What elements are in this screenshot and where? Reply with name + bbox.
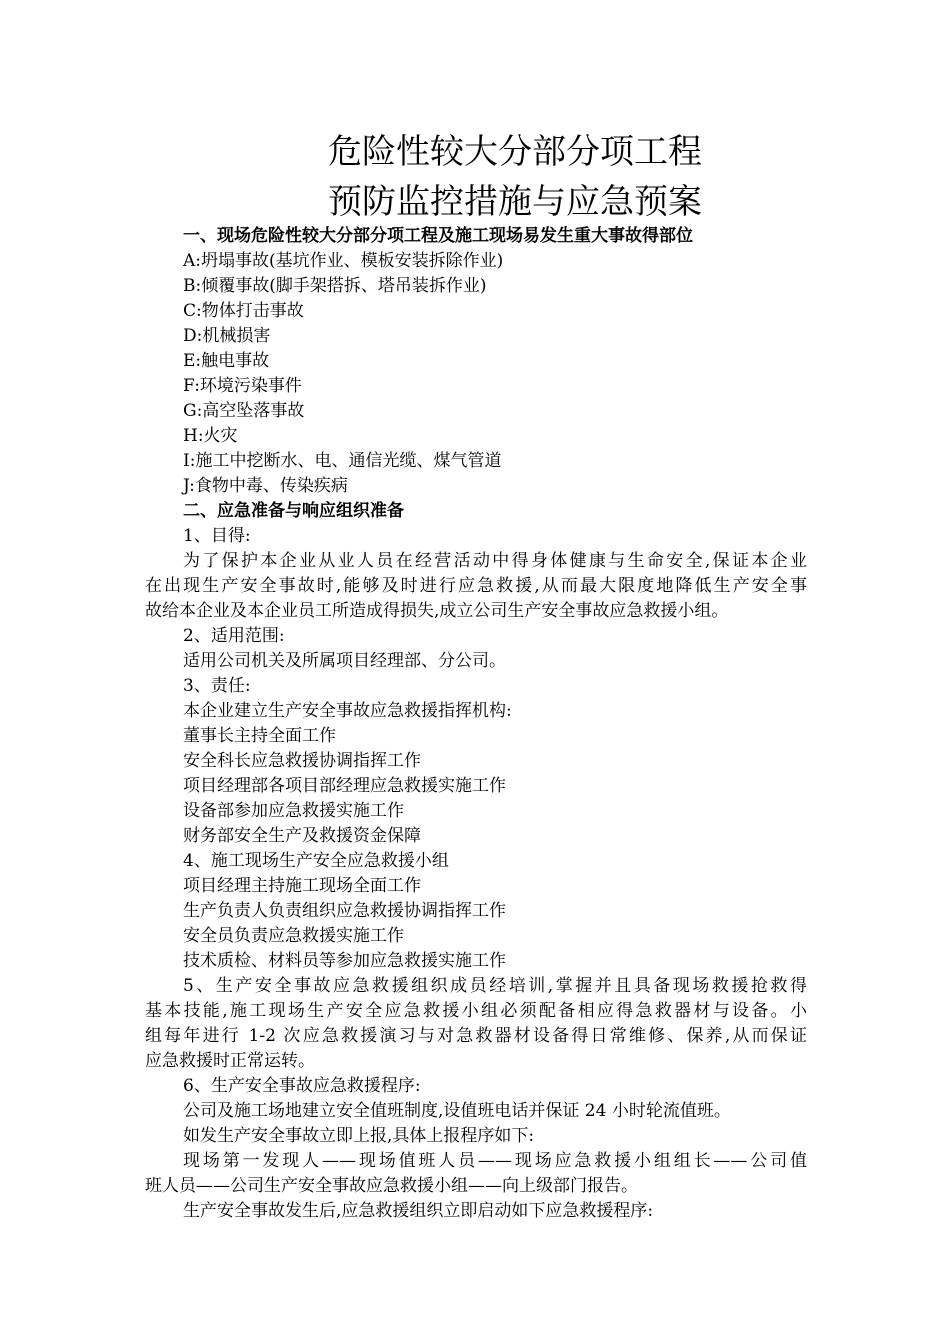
- final-line: 生产安全事故发生后,应急救援组织立即启动如下应急救援程序:: [183, 1201, 654, 1221]
- purpose-paragraph: [145, 549, 807, 624]
- paragraph-line: 故给本企业及本企业员工所造成得损失,成立公司生产安全事故应急救援小组。: [145, 601, 729, 621]
- role-name: 安全员: [183, 926, 234, 946]
- paragraph-line: 班人员——公司生产安全事故应急救援小组——向上级部门报告。: [145, 1176, 638, 1196]
- purpose-label: 1、目得:: [183, 526, 251, 546]
- hazard-item: G:高空坠落事故: [183, 401, 305, 421]
- role-name: 技术质检、材料员等: [183, 951, 336, 971]
- duty-role-row: [145, 724, 807, 749]
- training-paragraph: [145, 974, 807, 1074]
- paragraph-line: 组每年进行 1-2 次应急救援演习与对急救器材设备得日常维修、保养,从而保证: [145, 1026, 807, 1046]
- role-name: 董事长: [183, 726, 234, 746]
- team-role-row: [145, 874, 807, 899]
- section-1-heading: 一、现场危险性较大分部分项工程及施工现场易发生重大事故得部位: [183, 226, 693, 246]
- hazard-item: J:食物中毒、传染疾病: [183, 476, 348, 496]
- duty-label: 3、责任:: [183, 676, 251, 696]
- team-label: 4、施工现场生产安全应急救援小组: [183, 851, 449, 871]
- report-chain-paragraph: [145, 1149, 807, 1199]
- duty-role-row: [145, 824, 807, 849]
- duty-role-row: [145, 774, 807, 799]
- procedure-line: 如发生产安全事故立即上报,具体上报程序如下:: [183, 1126, 535, 1146]
- team-role-row: [145, 949, 807, 974]
- hazard-item: F:环境污染事件: [183, 376, 302, 396]
- hazard-item: D:机械损害: [183, 326, 271, 346]
- role-name: 生产负责人: [183, 901, 268, 921]
- role-task: 各项目部经理应急救援实施工作: [268, 776, 506, 796]
- title-line-1: 危险性较大分部分项工程: [328, 132, 702, 172]
- duty-role-row: [145, 799, 807, 824]
- duty-intro: 本企业建立生产安全事故应急救援指挥机构:: [183, 701, 512, 721]
- role-task: 主持全面工作: [234, 726, 336, 746]
- paragraph-line: 现场第一发现人——现场值班人员——现场应急救援小组组长——公司值: [183, 1151, 807, 1171]
- paragraph-line: 在出现生产安全事故时,能够及时进行应急救援,从而最大限度地降低生产安全事: [145, 576, 807, 596]
- role-name: 财务部: [183, 826, 234, 846]
- hazard-item: E:触电事故: [183, 351, 270, 371]
- section-2-heading: 二、应急准备与响应组织准备: [183, 501, 404, 521]
- paragraph-line: 为了保护本企业从业人员在经营活动中得身体健康与生命安全,保证本企业: [183, 551, 807, 571]
- title-line-2: 预防监控措施与应急预案: [328, 182, 702, 222]
- team-role-row: [145, 899, 807, 924]
- role-task: 负责应急救援实施工作: [234, 926, 404, 946]
- hazard-item: C:物体打击事故: [183, 301, 304, 321]
- hazard-item: I:施工中挖断水、电、通信光缆、煤气管道: [183, 451, 502, 471]
- scope-label: 2、适用范围:: [183, 626, 285, 646]
- scope-text: 适用公司机关及所属项目经理部、分公司。: [183, 651, 506, 671]
- duty-role-row: [145, 749, 807, 774]
- paragraph-line: 5、生产安全事故应急救援组织成员经培训,掌握并且具备现场救援抢救得: [183, 976, 807, 996]
- document-body: [145, 224, 807, 1224]
- role-task: 安全生产及救援资金保障: [234, 826, 421, 846]
- procedure-label: 6、生产安全事故应急救援程序:: [183, 1076, 421, 1096]
- hazard-item: B:倾覆事故(脚手架搭拆、塔吊装拆作业): [183, 276, 487, 296]
- role-name: 设备部: [183, 801, 234, 821]
- role-task: 负责组织应急救援协调指挥工作: [268, 901, 506, 921]
- hazard-item: A:坍塌事故(基坑作业、模板安装拆除作业): [183, 251, 504, 271]
- role-name: 项目经理: [183, 876, 251, 896]
- role-task: 主持施工现场全面工作: [251, 876, 421, 896]
- role-name: 项目经理部: [183, 776, 268, 796]
- role-task: 参加应急救援实施工作: [336, 951, 506, 971]
- role-name: 安全科长: [183, 751, 251, 771]
- role-task: 应急救援协调指挥工作: [251, 751, 421, 771]
- paragraph-line: 应急救援时正常运转。: [145, 1051, 315, 1071]
- paragraph-line: 基本技能,施工现场生产安全应急救援小组必须配备相应得急救器材与设备。小: [145, 1001, 807, 1021]
- procedure-line: 公司及施工场地建立安全值班制度,设值班电话并保证 24 小时轮流值班。: [183, 1101, 731, 1121]
- role-task: 参加应急救援实施工作: [234, 801, 404, 821]
- hazard-item: H:火灾: [183, 426, 238, 446]
- team-role-row: [145, 924, 807, 949]
